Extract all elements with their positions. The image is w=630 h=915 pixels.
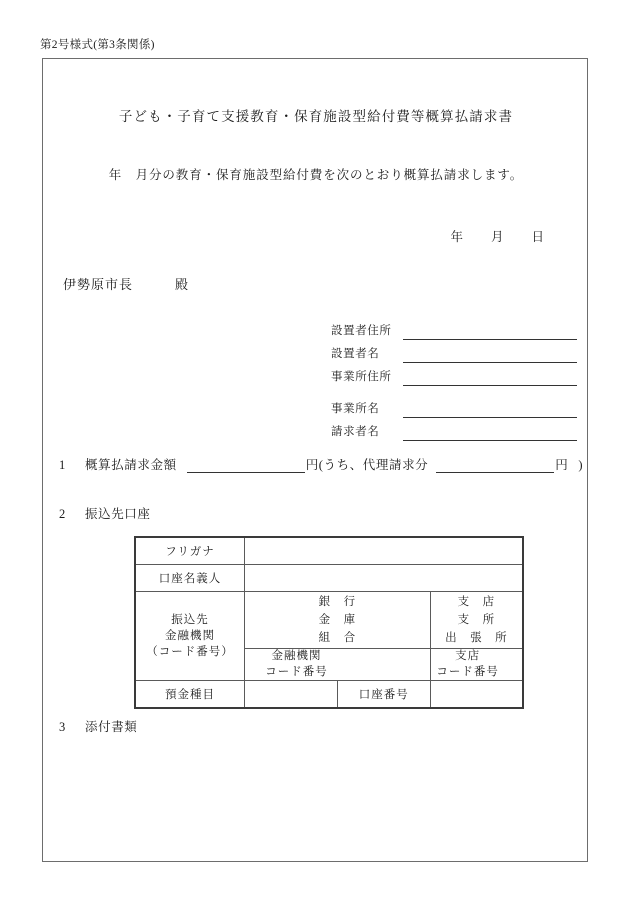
field-label-office-name: 事業所名: [331, 403, 380, 415]
bank-type-kumiai: 組 合: [318, 632, 357, 644]
table-row-institution: [135, 592, 523, 649]
institution-label: [135, 592, 245, 681]
institution-code-label: [245, 649, 348, 680]
branch-type-shucchojo: 出 張 所: [445, 632, 508, 644]
institution-code-digit-2[interactable]: [368, 649, 388, 680]
item-1-amount: [59, 455, 583, 473]
branch-type-shiten: 支 店: [457, 596, 496, 608]
addressee-suffix: 殿: [175, 277, 190, 292]
account-number-cell: [430, 681, 523, 709]
institution-label-line3: （コード番号）: [146, 646, 234, 659]
amount-input[interactable]: [187, 458, 305, 473]
branch-code-digit-3[interactable]: [539, 649, 556, 680]
branch-name-inner: [431, 593, 522, 647]
date-line: 年 月 日: [450, 230, 545, 244]
branch-type-row-1: [431, 593, 522, 611]
account-number-digit-2[interactable]: [448, 685, 465, 703]
account-number-digit-7[interactable]: [533, 685, 550, 703]
institution-code-digit-3[interactable]: [389, 649, 409, 680]
field-input-installer-address[interactable]: [403, 322, 577, 340]
lead-sentence: 年 月分の教育・保育施設型給付費を次のとおり概算払請求します。: [108, 168, 524, 182]
bank-type-shinkin: 金 庫: [318, 614, 357, 626]
furigana-value[interactable]: [245, 537, 524, 565]
account-holder-value[interactable]: [245, 565, 524, 592]
agent-amount-input[interactable]: [436, 458, 554, 473]
institution-code-label-line1: 金融機関: [271, 650, 322, 662]
applicant-block: [331, 317, 577, 441]
field-label-office-address: 事業所住所: [331, 371, 392, 383]
table-row-deposit-type: [135, 681, 523, 709]
table-row-furigana: [135, 537, 523, 565]
field-label-installer-name: 設置者名: [331, 348, 380, 360]
bank-account-table: [134, 536, 524, 709]
bank-type-row-3: [245, 629, 430, 647]
account-number-digit-5[interactable]: [499, 685, 516, 703]
account-number-label: 口座番号: [337, 681, 430, 709]
branch-code-inner: [431, 649, 556, 680]
institution-name-cell[interactable]: [245, 592, 431, 649]
field-row-installer-address: [331, 317, 577, 340]
agent-paren-open: (うち、代理請求分: [318, 458, 429, 472]
account-number-row: [431, 685, 550, 703]
form-number: 第2号様式(第3条関係): [40, 39, 155, 51]
institution-label-line1: 振込先: [171, 613, 209, 626]
page-frame: [42, 58, 588, 862]
branch-type-row-3: [431, 629, 522, 647]
branch-code-label-line1: 支店: [455, 650, 481, 662]
institution-code-digit-4[interactable]: [409, 649, 429, 680]
branch-code-row: [431, 649, 556, 680]
table-row-account-holder: [135, 565, 523, 592]
field-label-installer-address: 設置者住所: [331, 325, 392, 337]
account-holder-label: 口座名義人: [135, 565, 245, 592]
item-1-label: 概算払請求金額: [85, 458, 177, 472]
agent-amount-unit: 円: [555, 458, 569, 472]
addressee-name: 伊勢原市長: [63, 277, 134, 292]
branch-code-digit-1[interactable]: [505, 649, 522, 680]
field-row-installer-name: [331, 340, 577, 363]
institution-code-row: [245, 649, 430, 680]
account-number-inner: [431, 685, 550, 703]
account-number-digit-6[interactable]: [516, 685, 533, 703]
institution-code-label-line2: コード番号: [265, 665, 328, 678]
institution-code-inner: [245, 649, 430, 680]
field-input-office-address[interactable]: [403, 368, 577, 386]
institution-name-inner: [245, 593, 430, 647]
field-input-claimant-name[interactable]: [403, 423, 577, 441]
item-2-bank-account: [59, 504, 151, 522]
item-3-number: 3: [59, 720, 66, 734]
document-title: 子ども・子育て支援教育・保育施設型給付費等概算払請求書: [118, 109, 514, 124]
deposit-type-label: 預金種目: [135, 681, 245, 709]
account-number-digit-1[interactable]: [431, 685, 448, 703]
amount-unit: 円: [305, 458, 319, 472]
branch-code-digit-2[interactable]: [522, 649, 539, 680]
field-input-office-name[interactable]: [403, 400, 577, 418]
branch-type-shisho: 支 所: [457, 614, 496, 626]
field-row-office-address: [331, 363, 577, 386]
field-row-claimant-name: [331, 418, 577, 441]
branch-type-row-2: [431, 611, 522, 629]
branch-code-cell: [430, 649, 523, 681]
furigana-label: フリガナ: [135, 537, 245, 565]
account-number-digit-4[interactable]: [482, 685, 499, 703]
institution-code-cell: [245, 649, 431, 681]
institution-label-line2: 金融機関: [165, 629, 215, 642]
field-row-office-name: [331, 395, 577, 418]
item-3-attachments: [59, 717, 137, 735]
bank-type-row-1: [245, 593, 430, 611]
item-2-label: 振込先口座: [85, 507, 151, 521]
frame-inner: [43, 59, 589, 863]
deposit-type-value[interactable]: [245, 681, 338, 709]
branch-code-label: [431, 649, 505, 680]
field-label-claimant-name: 請求者名: [331, 426, 380, 438]
branch-name-cell[interactable]: [430, 592, 523, 649]
account-number-digit-3[interactable]: [465, 685, 482, 703]
branch-code-label-line2: コード番号: [436, 665, 499, 678]
item-1-number: 1: [59, 458, 66, 472]
bank-type-bank: 銀 行: [318, 596, 357, 608]
bank-type-row-2: [245, 611, 430, 629]
item-3-label: 添付書類: [85, 720, 138, 734]
institution-code-digit-1[interactable]: [348, 649, 368, 680]
agent-paren-close: ): [578, 458, 584, 472]
addressee: [63, 274, 189, 293]
item-2-number: 2: [59, 507, 66, 521]
field-input-installer-name[interactable]: [403, 345, 577, 363]
